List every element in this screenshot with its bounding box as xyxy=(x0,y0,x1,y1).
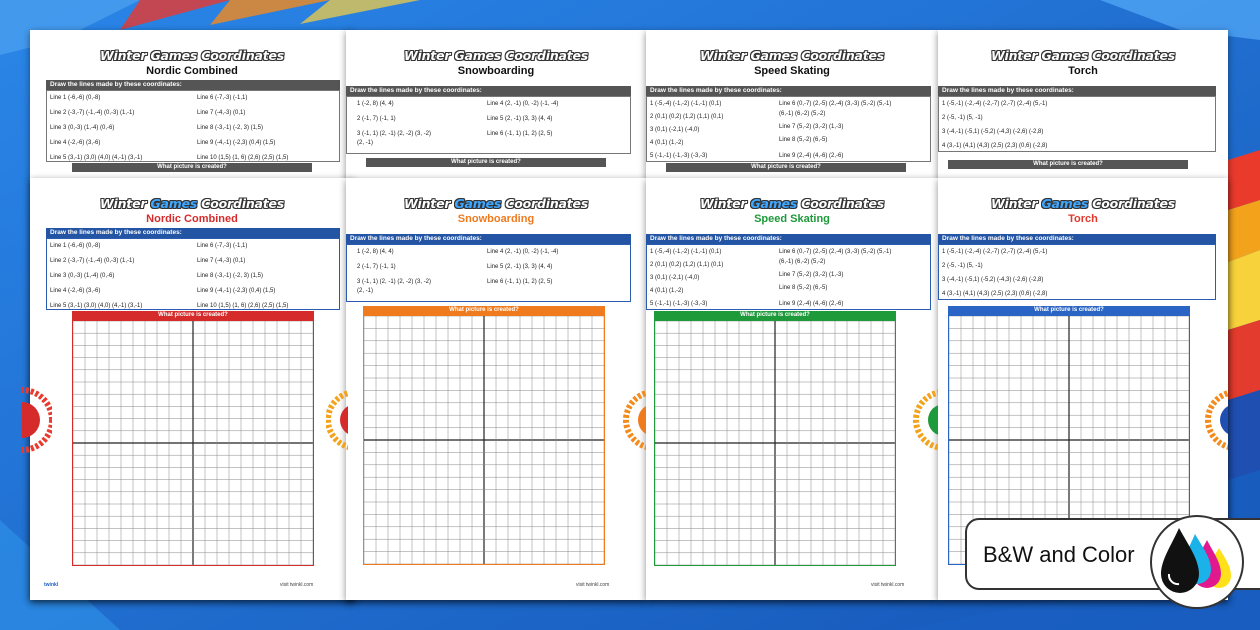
coord-line: Line 4 (-2,-6) (3,-6) xyxy=(50,288,101,294)
coord-line: Line 1 (-6,-6) (0,-8) xyxy=(50,95,101,101)
coord-line: Line 7 (-4,-3) (0,1) xyxy=(197,258,246,264)
coord-line: 4 (0,1) (1,-2) xyxy=(650,288,684,294)
coordinate-grid xyxy=(363,315,605,565)
coord-line: 1 (-2, 8) (4, 4) xyxy=(357,249,394,255)
coord-line: Line 8 (-3,-1) (-2, 3) (1,5) xyxy=(197,125,264,131)
question-bar: What picture is created? xyxy=(948,160,1188,169)
coord-line: Line 2 (-3,-7) (-1,-4) (0,-3) (1,-1) xyxy=(50,110,135,116)
coord-line: 4 (3,-1) (4,1) (4,3) (2,5) (2,3) (0,6) (-2,8) xyxy=(942,143,1048,149)
coord-line: 5 (-1,-1) (-1,-3) (-3,-3) xyxy=(650,153,708,159)
coord-line: Line 7 (5,-2) (3,-2) (1,-3) xyxy=(779,272,844,278)
coord-line: 3 (-1, 1) (2, -1) (2, -2) (3, -2) xyxy=(357,279,432,285)
sheet-subtitle: Snowboarding xyxy=(457,213,535,225)
decorative-ring-icon xyxy=(622,380,646,460)
coord-line: 1 (-5,-1) (-2,-4) (-2,-7) (2,-7) (2,-4) (5,-1) xyxy=(942,101,1048,107)
coord-line: 3 (0,1) (-2,1) (-4,0) xyxy=(650,127,700,133)
instruction-bar: Draw the lines made by these coordinates: xyxy=(646,86,931,96)
coord-line: 3 (-4,-1) (-5,1) (-5,2) (-4,3) (-2,6) (-2,8) xyxy=(942,277,1044,283)
worksheet-snowboarding xyxy=(346,178,646,600)
coord-line: Line 9 (2,-4) (4,-6) (2,-6) xyxy=(779,301,844,307)
question-bar: What picture is created? xyxy=(72,163,312,172)
sheet-title: Winter Games Coordinates xyxy=(99,196,285,211)
sheet-subtitle: Nordic Combined xyxy=(146,213,238,225)
coord-line: Line 6 (-1, 1) (1, 2) (2, 5) xyxy=(487,131,553,137)
sheet-title: Winter Games Coordinates xyxy=(699,196,885,211)
coord-line: 3 (-1, 1) (2, -1) (2, -2) (3, -2) xyxy=(357,131,432,137)
instruction-bar: Draw the lines made by these coordinates: xyxy=(346,234,631,244)
question-bar: What picture is created? xyxy=(363,306,605,315)
sheet-subtitle: Nordic Combined xyxy=(146,65,238,77)
coord-line: Line 4 (2, -1) (0, -2) (-1, -4) xyxy=(487,101,559,107)
coordinate-grid xyxy=(654,320,896,566)
ink-drops-icon xyxy=(1143,510,1251,610)
sheet-subtitle: Speed Skating xyxy=(754,65,830,77)
coord-line: 4 (3,-1) (4,1) (4,3) (2,5) (2,3) (0,6) (-2,8) xyxy=(942,291,1048,297)
coord-line: Line 7 (-4,-3) (0,1) xyxy=(197,110,246,116)
coord-line: 4 (0,1) (1,-2) xyxy=(650,140,684,146)
question-bar: What picture is created? xyxy=(72,311,314,320)
coordinates-box xyxy=(938,96,1216,152)
coord-line: 2 (-1, 7) (-1, 1) xyxy=(357,116,396,122)
sheet-subtitle: Torch xyxy=(1068,65,1098,77)
coord-line: Line 6 (0,-7) (2,-5) (2,-4) (3,-3) (5,-2) (5,-1) xyxy=(779,249,892,255)
coordinate-grid xyxy=(72,320,314,566)
coordinates-box xyxy=(46,90,340,162)
coord-line: Line 5 (2, -1) (3, 3) (4, 4) xyxy=(487,116,553,122)
coord-line: 2 (-5, -1) (5, -1) xyxy=(942,263,983,269)
question-bar: What picture is created? xyxy=(666,163,906,172)
coord-line: Line 3 (0,-3) (1,-4) (0,-6) xyxy=(50,125,115,131)
instruction-bar: Draw the lines made by these coordinates: xyxy=(46,80,340,90)
coord-line: (2, -1) xyxy=(357,288,374,294)
coord-line: Line 6 (0,-7) (2,-5) (2,-4) (3,-3) (5,-2) (5,-1) xyxy=(779,101,892,107)
decorative-ring-icon xyxy=(326,380,348,460)
coord-line: (2, -1) xyxy=(357,140,374,146)
coord-line: 3 (0,1) (-2,1) (-4,0) xyxy=(650,275,700,281)
coordinates-box xyxy=(646,244,931,310)
coord-line: (6,-1) (6,-2) (5,-2) xyxy=(779,259,826,265)
instruction-bar: Draw the lines made by these coordinates: xyxy=(346,86,631,96)
coord-line: Line 8 (-3,-1) (-2, 3) (1,5) xyxy=(197,273,264,279)
coord-line: Line 5 (3,-1) (3,0) (4,0) (4,-1) (3,-1) xyxy=(50,303,143,309)
coordinates-box xyxy=(646,96,931,162)
coord-line: Line 2 (-3,-7) (-1,-4) (0,-3) (1,-1) xyxy=(50,258,135,264)
sheet-title: Winter Games Coordinates xyxy=(403,196,589,211)
brand-logo: twinkl xyxy=(44,582,59,588)
instruction-bar: Draw the lines made by these coordinates: xyxy=(938,86,1216,96)
question-bar: What picture is created? xyxy=(948,306,1190,315)
sheet-title: Winter Games Coordinates xyxy=(990,48,1176,63)
decorative-ring-icon xyxy=(1202,380,1228,460)
coord-line: Line 8 (5,-2) (6,-5) xyxy=(779,137,828,143)
coord-line: Line 9 (2,-4) (4,-6) (2,-6) xyxy=(779,153,844,159)
coord-line: Line 6 (-7,-3) (-1,1) xyxy=(197,243,248,249)
decorative-ring-icon xyxy=(22,380,52,460)
coord-line: 1 (-5,-4) (-1,-2) (-1,-1) (0,1) xyxy=(650,101,722,107)
footer-url: visit twinkl.com xyxy=(871,582,905,588)
worksheet-nordic-combined xyxy=(30,178,354,600)
badge-label: B&W and Color xyxy=(983,542,1135,567)
coord-line: 5 (-1,-1) (-1,-3) (-3,-3) xyxy=(650,301,708,307)
question-bar: What picture is created? xyxy=(366,158,606,167)
coord-line: Line 3 (0,-3) (1,-4) (0,-6) xyxy=(50,273,115,279)
sheet-subtitle: Snowboarding xyxy=(457,65,535,77)
sheet-title: Winter Games Coordinates xyxy=(403,48,589,63)
instruction-bar: Draw the lines made by these coordinates: xyxy=(938,234,1216,244)
coordinates-box xyxy=(346,244,631,302)
coordinates-box xyxy=(938,244,1216,300)
coord-line: 2 (0,1) (0,2) (1,2) (1,1) (0,1) xyxy=(650,114,724,120)
coord-line: 3 (-4,-1) (-5,1) (-5,2) (-4,3) (-2,6) (-2,8) xyxy=(942,129,1044,135)
coord-line: Line 10 (1,5) (1, 6) (2,6) (2,5) (1,5) xyxy=(197,303,289,309)
coord-line: Line 10 (1,5) (1, 6) (2,6) (2,5) (1,5) xyxy=(197,155,289,161)
coord-line: 1 (-5,-4) (-1,-2) (-1,-1) (0,1) xyxy=(650,249,722,255)
coord-line: Line 5 (3,-1) (3,0) (4,0) (4,-1) (3,-1) xyxy=(50,155,143,161)
sheet-subtitle: Torch xyxy=(1068,213,1098,225)
coord-line: Line 4 (-2,-6) (3,-6) xyxy=(50,140,101,146)
worksheet-speed-skating xyxy=(646,178,938,600)
coord-line: Line 5 (2, -1) (3, 3) (4, 4) xyxy=(487,264,553,270)
sheet-title: Winter Games Coordinates xyxy=(699,48,885,63)
coord-line: Line 8 (5,-2) (6,-5) xyxy=(779,285,828,291)
coord-line: Line 9 (-4,-1) (-2,3) (0,4) (1,5) xyxy=(197,288,276,294)
coord-line: 1 (-5,-1) (-2,-4) (-2,-7) (2,-7) (2,-4) (5,-1) xyxy=(942,249,1048,255)
question-bar: What picture is created? xyxy=(654,311,896,320)
coord-line: 1 (-2, 8) (4, 4) xyxy=(357,101,394,107)
coord-line: Line 6 (-1, 1) (1, 2) (2, 5) xyxy=(487,279,553,285)
coord-line: Line 7 (5,-2) (3,-2) (1,-3) xyxy=(779,124,844,130)
sheet-subtitle: Speed Skating xyxy=(754,213,830,225)
coord-line: (6,-1) (6,-2) (5,-2) xyxy=(779,111,826,117)
sheet-title: Winter Games Coordinates xyxy=(99,48,285,63)
instruction-bar: Draw the lines made by these coordinates: xyxy=(646,234,931,244)
coord-line: 2 (-5, -1) (5, -1) xyxy=(942,115,983,121)
coord-line: 2 (-1, 7) (-1, 1) xyxy=(357,264,396,270)
coordinates-box xyxy=(46,238,340,310)
coord-line: Line 9 (-4,-1) (-2,3) (0,4) (1,5) xyxy=(197,140,276,146)
decorative-ring-icon xyxy=(910,380,938,460)
sheet-title: Winter Games Coordinates xyxy=(990,196,1176,211)
coordinates-box xyxy=(346,96,631,154)
coord-line: 2 (0,1) (0,2) (1,2) (1,1) (0,1) xyxy=(650,262,724,268)
footer-url: visit twinkl.com xyxy=(576,582,610,588)
footer-url: visit twinkl.com xyxy=(280,582,314,588)
coord-line: Line 1 (-6,-6) (0,-8) xyxy=(50,243,101,249)
instruction-bar: Draw the lines made by these coordinates: xyxy=(46,228,340,238)
coord-line: Line 6 (-7,-3) (-1,1) xyxy=(197,95,248,101)
coord-line: Line 4 (2, -1) (0, -2) (-1, -4) xyxy=(487,249,559,255)
